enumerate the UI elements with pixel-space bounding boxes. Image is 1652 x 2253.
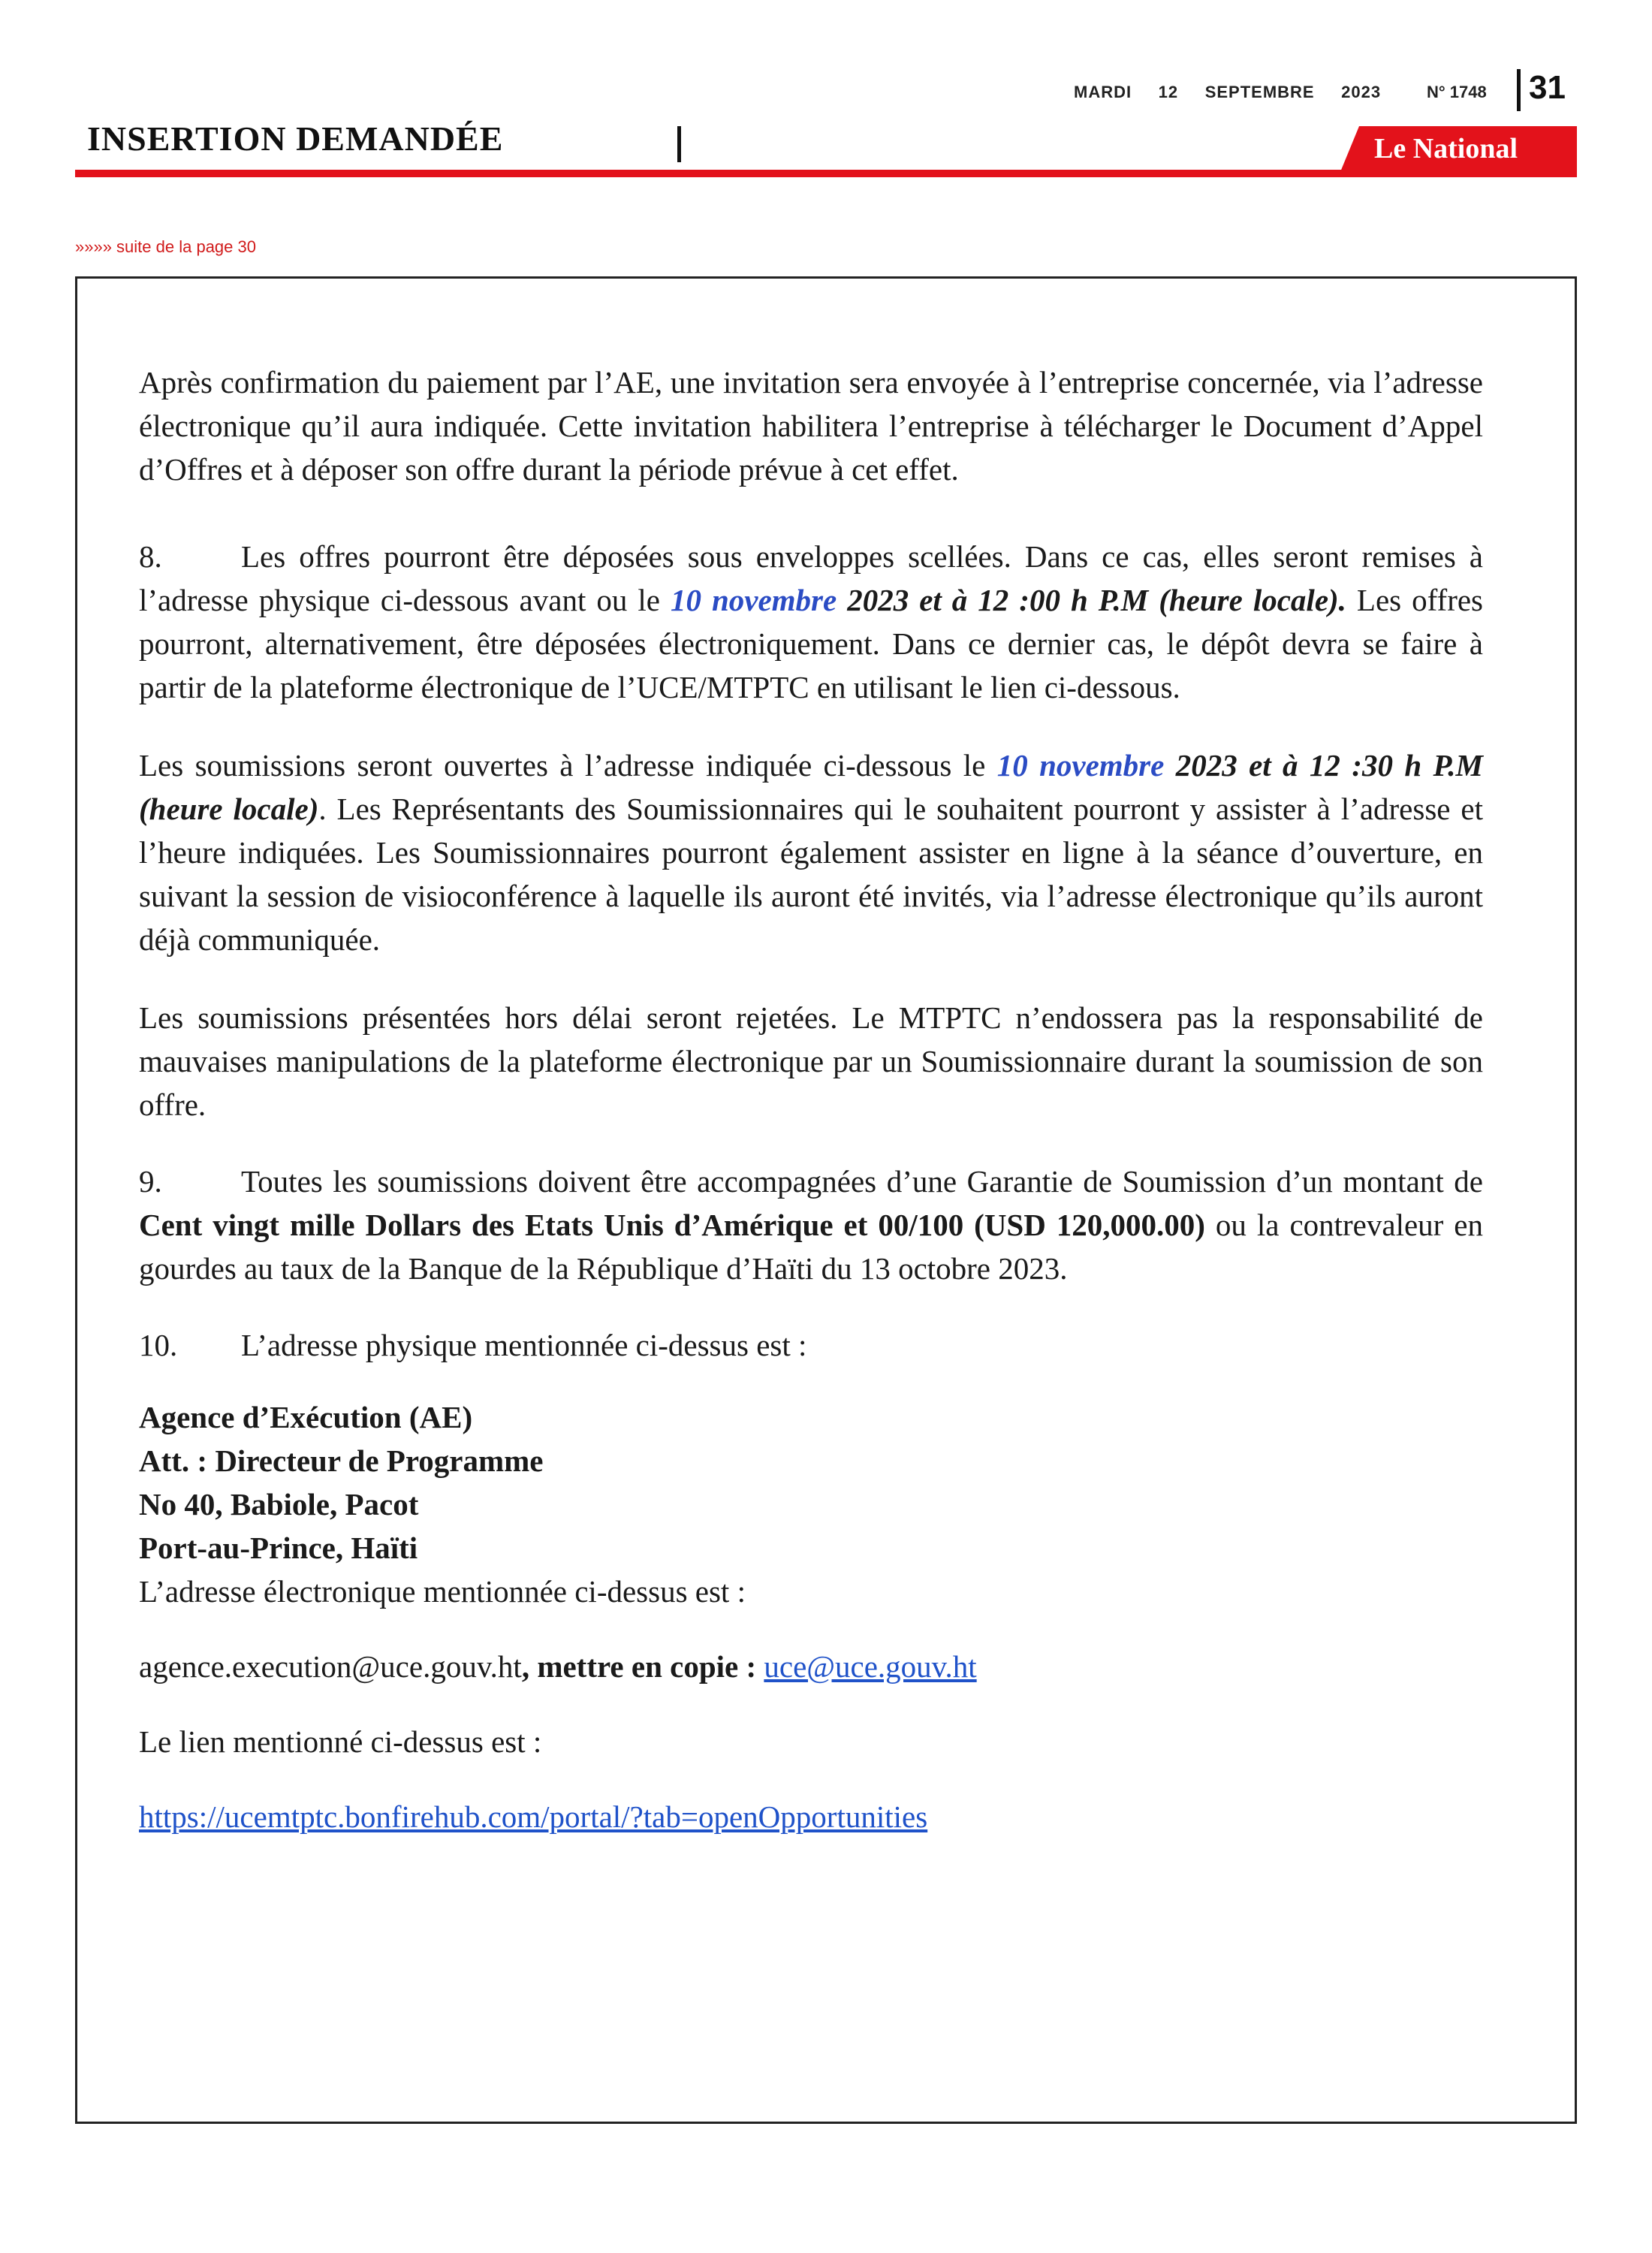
late-submissions-paragraph: Les soumissions présentées hors délai seront rejetées. Le MTPTC n’endossera pas la responsabilité de mauvaises manipulations de la plateforme électronique par un Soumissionnaire durant la soumission de son offre.	[139, 1000, 1483, 1122]
page-number: 31	[1529, 69, 1566, 106]
p8-text-a: Les offres pourront être déposées sous enveloppes scellées. Dans ce cas, elles seront remises à l’adresse physique ci-dessous avant ou le	[139, 539, 1483, 617]
opening-text-a: Les soumissions seront ouvertes à l’adresse indiquée ci-dessous le	[139, 748, 997, 783]
address-line: No 40, Babiole, Pacot	[139, 1487, 419, 1522]
p10-text: L’adresse physique mentionnée ci-dessus est :	[241, 1328, 807, 1362]
portal-link-line	[139, 1795, 1483, 1838]
continued-from-label: »»»» suite de la page 30	[75, 237, 256, 256]
section-title: INSERTION DEMANDÉE	[87, 119, 504, 158]
paragraph-number: 8.	[139, 539, 162, 574]
paragraph-8	[139, 535, 1483, 709]
opening-date-rest: 2023 et à 12 :30 h P.M (heure locale)	[139, 748, 1483, 826]
opening-date-highlight: 10 novembre	[996, 748, 1165, 783]
address-line: Port-au-Prince, Haïti	[139, 1531, 418, 1565]
paragraph-number: 10.	[139, 1328, 178, 1362]
portal-link[interactable]: https://ucemtptc.bonfirehub.com/portal/?tab=openOpportunities	[139, 1799, 928, 1834]
email-copy-link[interactable]: uce@uce.gouv.ht	[764, 1649, 977, 1684]
p8-text-b: Les offres pourront, alternativement, être déposées électroniquement. Dans ce dernier cas, le dépôt devra se faire à partir de la plateforme électronique de l’UCE/MTPTC en utilisant le lien ci-dessous.	[139, 583, 1483, 704]
guarantee-amount: Cent vingt mille Dollars des Etats Unis d’Amérique et 00/100 (USD 120,000.00)	[139, 1208, 1205, 1242]
p9-text-a: Toutes les soumissions doivent être accompagnées d’une Garantie de Soumission d’un montant de	[241, 1164, 1483, 1199]
address-line: Att. : Directeur de Programme	[139, 1443, 544, 1478]
intro-paragraph: Après confirmation du paiement par l’AE, une invitation sera envoyée à l’entreprise concernée, via l’adresse électronique qu’il aura indiquée. Cette invitation habilitera l’entreprise à télécharger le Document d’Appel d’Offres et à déposer son offre durant la période prévue à cet effet.	[139, 365, 1483, 487]
email-main: agence.execution@uce.gouv.ht	[139, 1649, 522, 1684]
opening-paragraph	[139, 743, 1483, 961]
p8-date-rest: 2023 et à 12 :00 h P.M (heure locale).	[837, 583, 1346, 617]
link-label: Le lien mentionné ci-dessus est :	[139, 1724, 542, 1759]
email-copy-label: , mettre en copie :	[521, 1649, 764, 1684]
email-label: L’adresse électronique mentionnée ci-dessus est :	[139, 1574, 746, 1609]
notice-content	[139, 360, 1483, 1838]
masthead-divider	[1517, 69, 1521, 111]
email-line	[139, 1645, 1483, 1688]
issue-date: MARDI 12 SEPTEMBRE 2023	[1074, 83, 1382, 101]
paragraph-9	[139, 1160, 1483, 1290]
address-line: Agence d’Exécution (AE)	[139, 1400, 473, 1434]
brand-label: Le National	[1374, 133, 1518, 164]
paragraph-number: 9.	[139, 1164, 162, 1199]
p9-text-b: ou la contrevaleur en gourdes au taux de la Banque de la République d’Haïti du 13 octobre 2023.	[139, 1208, 1483, 1286]
paragraph-10	[139, 1323, 1483, 1367]
opening-text-b: . Les Représentants des Soumissionnaires qui le souhaitent pourront y assister à l’adresse et l’heure indiquées. Les Soumissionnaires pourront également assister en ligne à la séance d’ouverture, en suivant la session de visioconférence à laquelle ils auront été invités, via l’adresse électronique qu’ils auront déjà communiquée.	[139, 792, 1483, 957]
p8-date-highlight: 10 novembre	[670, 583, 837, 617]
issue-number: N° 1748	[1427, 83, 1487, 101]
title-divider	[677, 126, 681, 162]
